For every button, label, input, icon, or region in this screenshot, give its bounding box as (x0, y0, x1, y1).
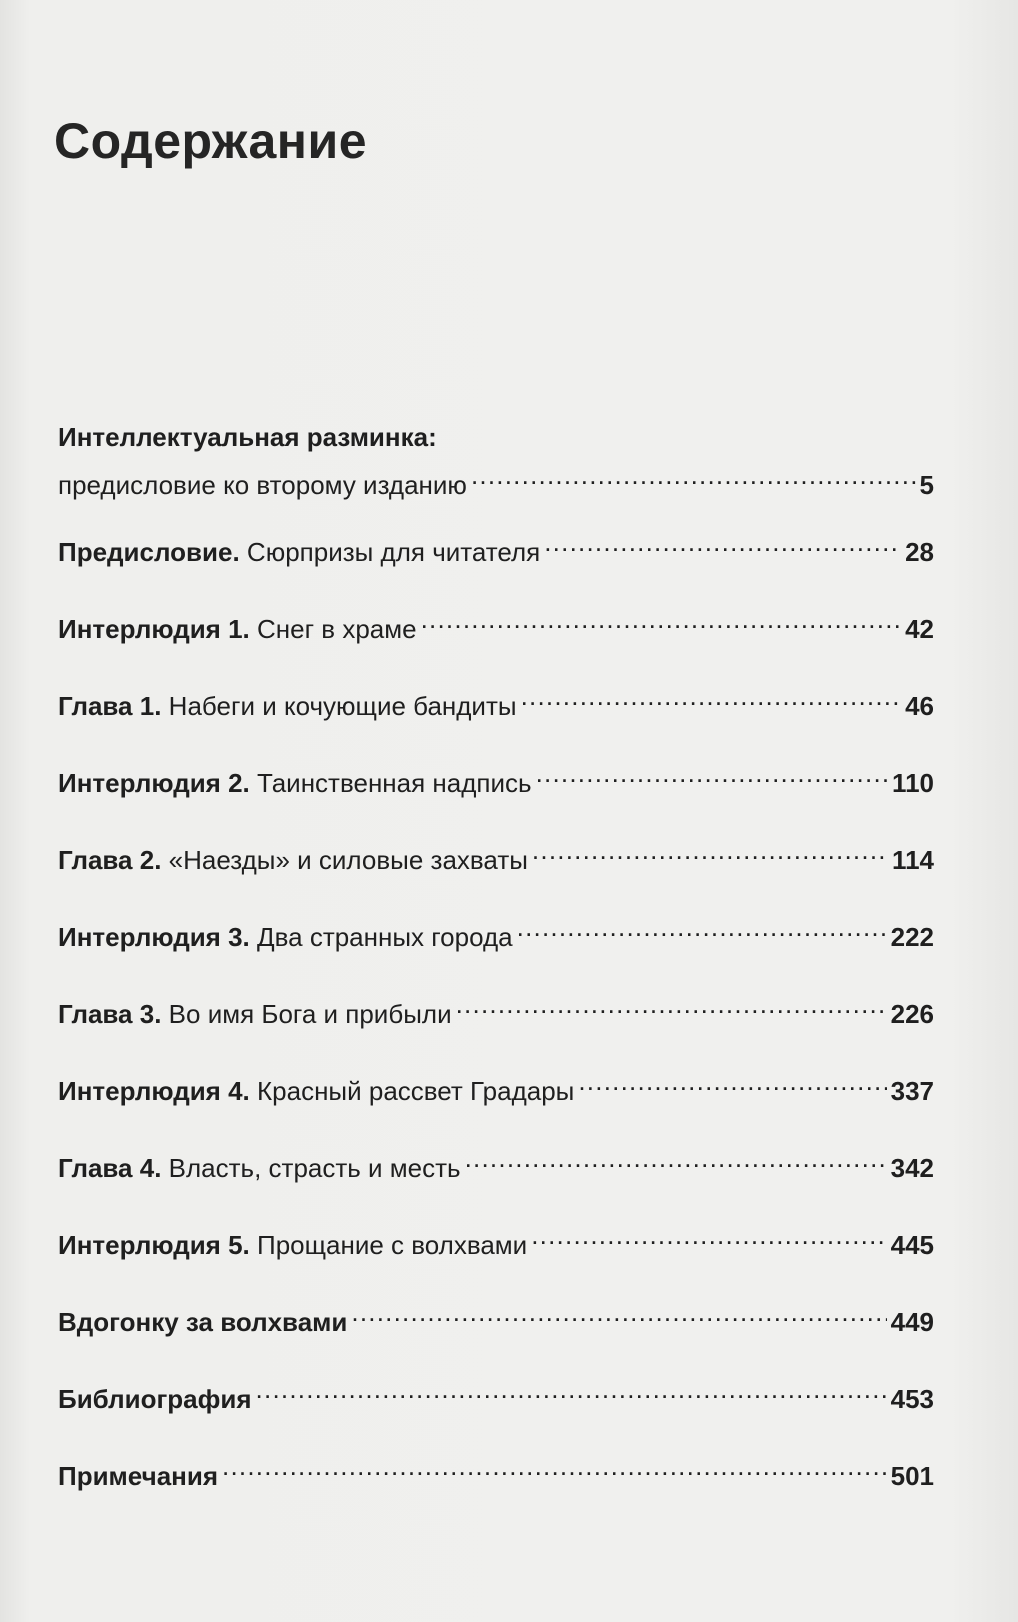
toc-entry-title (58, 1072, 574, 1110)
toc-page-number: 42 (905, 614, 934, 644)
toc-entry-text-part: Снег в храме (257, 614, 417, 644)
toc-entry-bold-part: Глава 1. (58, 691, 162, 721)
toc-entry-line (58, 1447, 934, 1491)
toc-entry (58, 677, 934, 721)
toc-entry (58, 600, 934, 644)
toc-entry-title (58, 1380, 252, 1418)
toc-entry-title (58, 1149, 461, 1187)
toc-page-number: 453 (890, 1384, 934, 1414)
toc-entry-bold-part: Интерлюдия 1. (58, 614, 250, 644)
toc-entry-text-part: предисловие ко второму изданию (58, 470, 467, 500)
toc-entry-title (58, 764, 532, 802)
toc-entry (58, 754, 934, 798)
toc-entry-title (58, 1226, 527, 1264)
toc-page-number: 342 (890, 1153, 934, 1183)
dot-leader (544, 523, 901, 561)
dot-leader (536, 754, 888, 792)
toc-entry-title (58, 466, 467, 504)
toc-entry-bold-part: Вдогонку за волхвами (58, 1307, 348, 1337)
toc-entry (58, 1447, 934, 1491)
toc-entry-title (58, 687, 517, 725)
dot-leader (421, 600, 901, 638)
toc-entry-line (58, 456, 934, 500)
toc-page-number: 46 (905, 691, 934, 721)
toc-entry (58, 1370, 934, 1414)
toc-entry-line (58, 908, 934, 952)
toc-page-number: 449 (890, 1307, 934, 1337)
dot-leader (517, 908, 887, 946)
toc-entry-line (58, 600, 934, 644)
dot-leader (578, 1062, 886, 1100)
toc-entry (58, 908, 934, 952)
dot-leader (351, 1293, 886, 1331)
toc-entry-line (58, 523, 934, 567)
toc-entry (58, 523, 934, 567)
toc-entry (58, 831, 934, 875)
toc-page-number: 501 (890, 1461, 934, 1491)
toc-entry-title (58, 995, 452, 1033)
dot-leader (222, 1447, 887, 1485)
toc-entry (58, 418, 934, 500)
toc-entry-text-part: Два странных города (257, 922, 513, 952)
toc-entry-bold-part: Библиография (58, 1384, 252, 1414)
toc-entry-line (58, 1216, 934, 1260)
toc-entry (58, 1139, 934, 1183)
dot-leader (465, 1139, 887, 1177)
toc-entry-line (58, 754, 934, 798)
toc-entry-line (58, 1139, 934, 1183)
toc-entry-title (58, 1457, 218, 1495)
toc-entry-text-part: Во имя Бога и прибыли (168, 999, 452, 1029)
toc-entry-bold-part: Интерлюдия 3. (58, 922, 250, 952)
toc-entry-bold-part: Предисловие. (58, 537, 240, 567)
toc-entry (58, 985, 934, 1029)
toc-page-number: 28 (905, 537, 934, 567)
toc-entry-text-part: Прощание с волхвами (257, 1230, 528, 1260)
toc-entry-bold-part: Примечания (58, 1461, 219, 1491)
toc-entry-bold-part: Глава 4. (58, 1153, 162, 1183)
dot-leader (471, 456, 916, 494)
toc-page-number: 110 (892, 768, 934, 798)
toc-entry-text-part: Красный рассвет Градары (257, 1076, 575, 1106)
toc-entry-text-part: Сюрпризы для читателя (246, 537, 541, 567)
toc-entry-title (58, 610, 417, 648)
dot-leader (521, 677, 902, 715)
toc-page-number: 222 (890, 922, 934, 952)
toc-page-number: 5 (919, 470, 934, 500)
toc-page-number: 114 (892, 845, 934, 875)
dot-leader (256, 1370, 887, 1408)
dot-leader (531, 1216, 886, 1254)
toc-entry-text-part: Таинственная надпись (257, 768, 532, 798)
toc-entry-bold-part: Глава 3. (58, 999, 162, 1029)
dot-leader (532, 831, 888, 869)
toc-entry-line (58, 831, 934, 875)
toc-entry-title (58, 533, 540, 571)
toc-entry (58, 1062, 934, 1106)
toc-entry-bold-part: Интерлюдия 4. (58, 1076, 250, 1106)
toc-entry-line (58, 1293, 934, 1337)
toc-entry-title (58, 1303, 347, 1341)
page-title: Содержание (54, 113, 368, 169)
toc-page-number: 226 (890, 999, 934, 1029)
toc-entry-text-part: Власть, страсть и месть (168, 1153, 461, 1183)
toc-entry-line (58, 677, 934, 721)
toc-entry-line (58, 1062, 934, 1106)
toc-page-number: 337 (890, 1076, 934, 1106)
toc-entry (58, 1216, 934, 1260)
toc-entry-line (58, 985, 934, 1029)
toc-page-number: 445 (890, 1230, 934, 1260)
toc-entry-heading: Интеллектуальная разминка: (58, 422, 437, 452)
toc-entry-title (58, 918, 513, 956)
toc-entry-line (58, 1370, 934, 1414)
dot-leader (456, 985, 887, 1023)
toc-entry-bold-part: Интерлюдия 2. (58, 768, 250, 798)
toc-entry-title (58, 841, 528, 879)
toc-entry (58, 1293, 934, 1337)
toc-entry-text-part: Набеги и кочующие бандиты (168, 691, 517, 721)
toc-entry-bold-part: Интерлюдия 5. (58, 1230, 250, 1260)
toc-entry-text-part: «Наезды» и силовые захваты (168, 845, 528, 875)
toc-entry-bold-part: Глава 2. (58, 845, 162, 875)
